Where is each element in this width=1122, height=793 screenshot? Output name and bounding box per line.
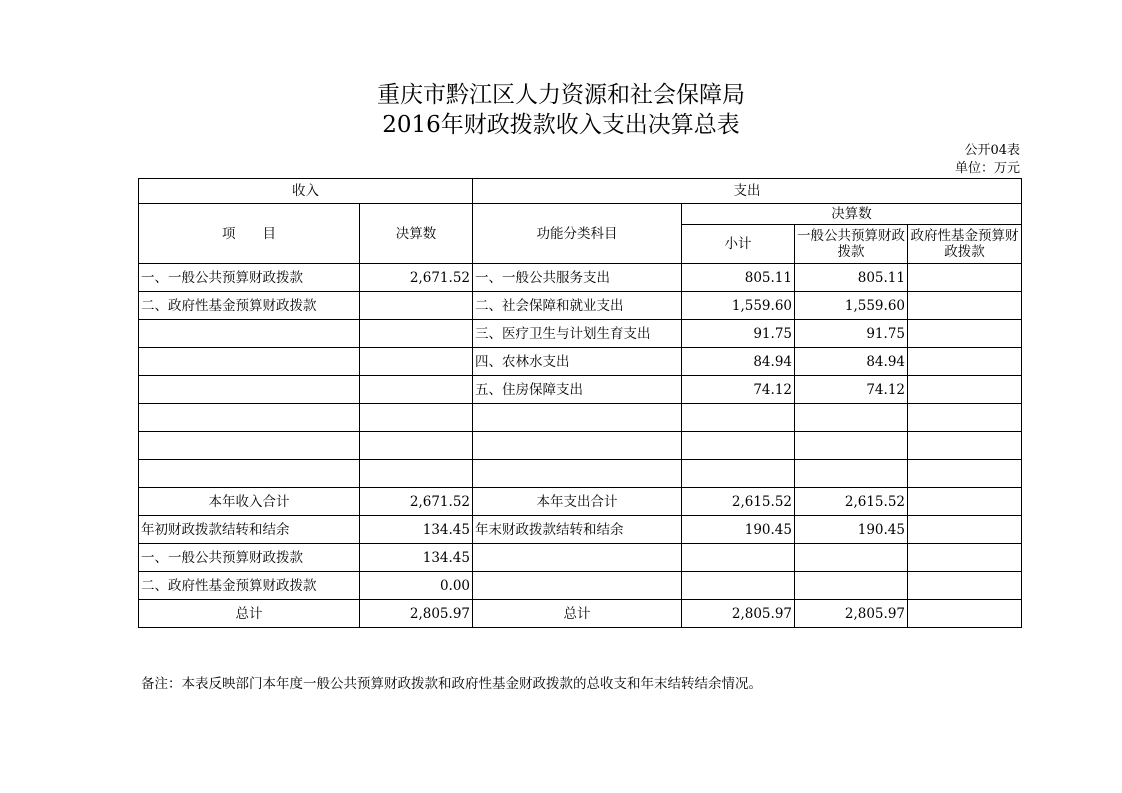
end-balance-fund [908, 516, 1022, 544]
expense-general-cell: 1,559.60 [795, 292, 908, 320]
year-expense-total-fund [908, 488, 1022, 516]
table-row [139, 544, 1022, 572]
unit-label: 单位：万元 [954, 161, 1020, 176]
expense-general-cell: 84.94 [795, 348, 908, 376]
grand-total-label-income: 总计 [139, 600, 360, 628]
income-item-cell [139, 348, 360, 376]
expense-general-cell: 74.12 [795, 376, 908, 404]
grand-total-income: 2,805.97 [360, 600, 473, 628]
expense-fund-cell [908, 320, 1022, 348]
table-row [139, 516, 1022, 544]
expense-subtotal-cell: 74.12 [682, 376, 795, 404]
year-income-total: 2,671.52 [360, 488, 473, 516]
table-row [139, 320, 1022, 348]
expense-subtotal-cell: 805.11 [682, 264, 795, 292]
header-amount-2: 决算数 [682, 204, 1022, 225]
table-row [139, 572, 1022, 600]
end-balance-subtotal: 190.45 [682, 516, 795, 544]
income-amount-cell [360, 460, 473, 488]
grand-total-general: 2,805.97 [795, 600, 908, 628]
budget-table [138, 178, 1022, 628]
expense-fund-cell [908, 460, 1022, 488]
header-item: 项 目 [139, 204, 360, 264]
grand-total-subtotal: 2,805.97 [682, 600, 795, 628]
expense-general-cell [795, 460, 908, 488]
year-income-total-label: 本年收入合计 [139, 488, 360, 516]
empty-cell [908, 544, 1022, 572]
expense-general-cell [795, 432, 908, 460]
header-row-1 [139, 179, 1022, 204]
empty-cell [473, 572, 682, 600]
header-general-budget: 一般公共预算财政拨款 [795, 225, 908, 264]
expense-general-cell: 91.75 [795, 320, 908, 348]
expense-general-cell: 805.11 [795, 264, 908, 292]
table-row [139, 292, 1022, 320]
end-balance-label: 年末财政拨款结转和结余 [473, 516, 682, 544]
header-amount: 决算数 [360, 204, 473, 264]
header-row-2 [139, 204, 1022, 225]
end-balance-general: 190.45 [795, 516, 908, 544]
expense-subtotal-cell [682, 404, 795, 432]
expense-subtotal-cell: 1,559.60 [682, 292, 795, 320]
table-row [139, 600, 1022, 628]
begin-general-label: 一、一般公共预算财政拨款 [139, 544, 360, 572]
expense-fund-cell [908, 432, 1022, 460]
header-income: 收入 [139, 179, 473, 204]
header-expense: 支出 [473, 179, 1022, 204]
table-row [139, 348, 1022, 376]
table-row [139, 404, 1022, 432]
expense-item-cell [473, 404, 682, 432]
expense-general-cell [795, 404, 908, 432]
expense-subtotal-cell [682, 432, 795, 460]
expense-subtotal-cell: 91.75 [682, 320, 795, 348]
income-item-cell [139, 376, 360, 404]
year-expense-total-label: 本年支出合计 [473, 488, 682, 516]
table-row [139, 488, 1022, 516]
expense-fund-cell [908, 264, 1022, 292]
table-row [139, 376, 1022, 404]
empty-cell [682, 572, 795, 600]
income-amount-cell [360, 292, 473, 320]
income-item-cell [139, 320, 360, 348]
income-amount-cell [360, 320, 473, 348]
begin-balance: 134.45 [360, 516, 473, 544]
begin-fund-label: 二、政府性基金预算财政拨款 [139, 572, 360, 600]
expense-subtotal-cell: 84.94 [682, 348, 795, 376]
expense-item-cell: 三、医疗卫生与计划生育支出 [473, 320, 682, 348]
header-gov-fund: 政府性基金预算财政拨款 [908, 225, 1022, 264]
expense-item-cell: 五、住房保障支出 [473, 376, 682, 404]
title-line-2: 2016年财政拨款收入支出决算总表 [382, 112, 740, 138]
expense-subtotal-cell [682, 460, 795, 488]
expense-fund-cell [908, 292, 1022, 320]
table-row [139, 264, 1022, 292]
income-amount-cell: 2,671.52 [360, 264, 473, 292]
expense-item-cell: 二、社会保障和就业支出 [473, 292, 682, 320]
empty-cell [908, 572, 1022, 600]
footnote: 备注：本表反映部门本年度一般公共预算财政拨款和政府性基金财政拨款的总收支和年末结转结余情况。 [141, 676, 762, 692]
begin-balance-label: 年初财政拨款结转和结余 [139, 516, 360, 544]
expense-item-cell: 四、农林水支出 [473, 348, 682, 376]
empty-cell [473, 544, 682, 572]
header-subtotal: 小计 [682, 225, 795, 264]
empty-cell [795, 572, 908, 600]
begin-general: 134.45 [360, 544, 473, 572]
title-line-1: 重庆市黔江区人力资源和社会保障局 [377, 82, 745, 108]
income-item-cell [139, 432, 360, 460]
expense-item-cell [473, 460, 682, 488]
income-item-cell: 一、一般公共预算财政拨款 [139, 264, 360, 292]
income-item-cell: 二、政府性基金预算财政拨款 [139, 292, 360, 320]
table-row [139, 460, 1022, 488]
income-item-cell [139, 404, 360, 432]
empty-cell [682, 544, 795, 572]
income-amount-cell [360, 404, 473, 432]
expense-fund-cell [908, 404, 1022, 432]
grand-total-fund [908, 600, 1022, 628]
year-expense-total-subtotal: 2,615.52 [682, 488, 795, 516]
empty-cell [795, 544, 908, 572]
income-amount-cell [360, 432, 473, 460]
expense-fund-cell [908, 376, 1022, 404]
expense-item-cell [473, 432, 682, 460]
income-amount-cell [360, 348, 473, 376]
expense-fund-cell [908, 348, 1022, 376]
income-amount-cell [360, 376, 473, 404]
header-func-category: 功能分类科目 [473, 204, 682, 264]
grand-total-label-expense: 总计 [473, 600, 682, 628]
form-code: 公开04表 [964, 143, 1020, 158]
income-item-cell [139, 460, 360, 488]
table-row [139, 432, 1022, 460]
begin-fund: 0.00 [360, 572, 473, 600]
year-expense-total-general: 2,615.52 [795, 488, 908, 516]
expense-item-cell: 一、一般公共服务支出 [473, 264, 682, 292]
